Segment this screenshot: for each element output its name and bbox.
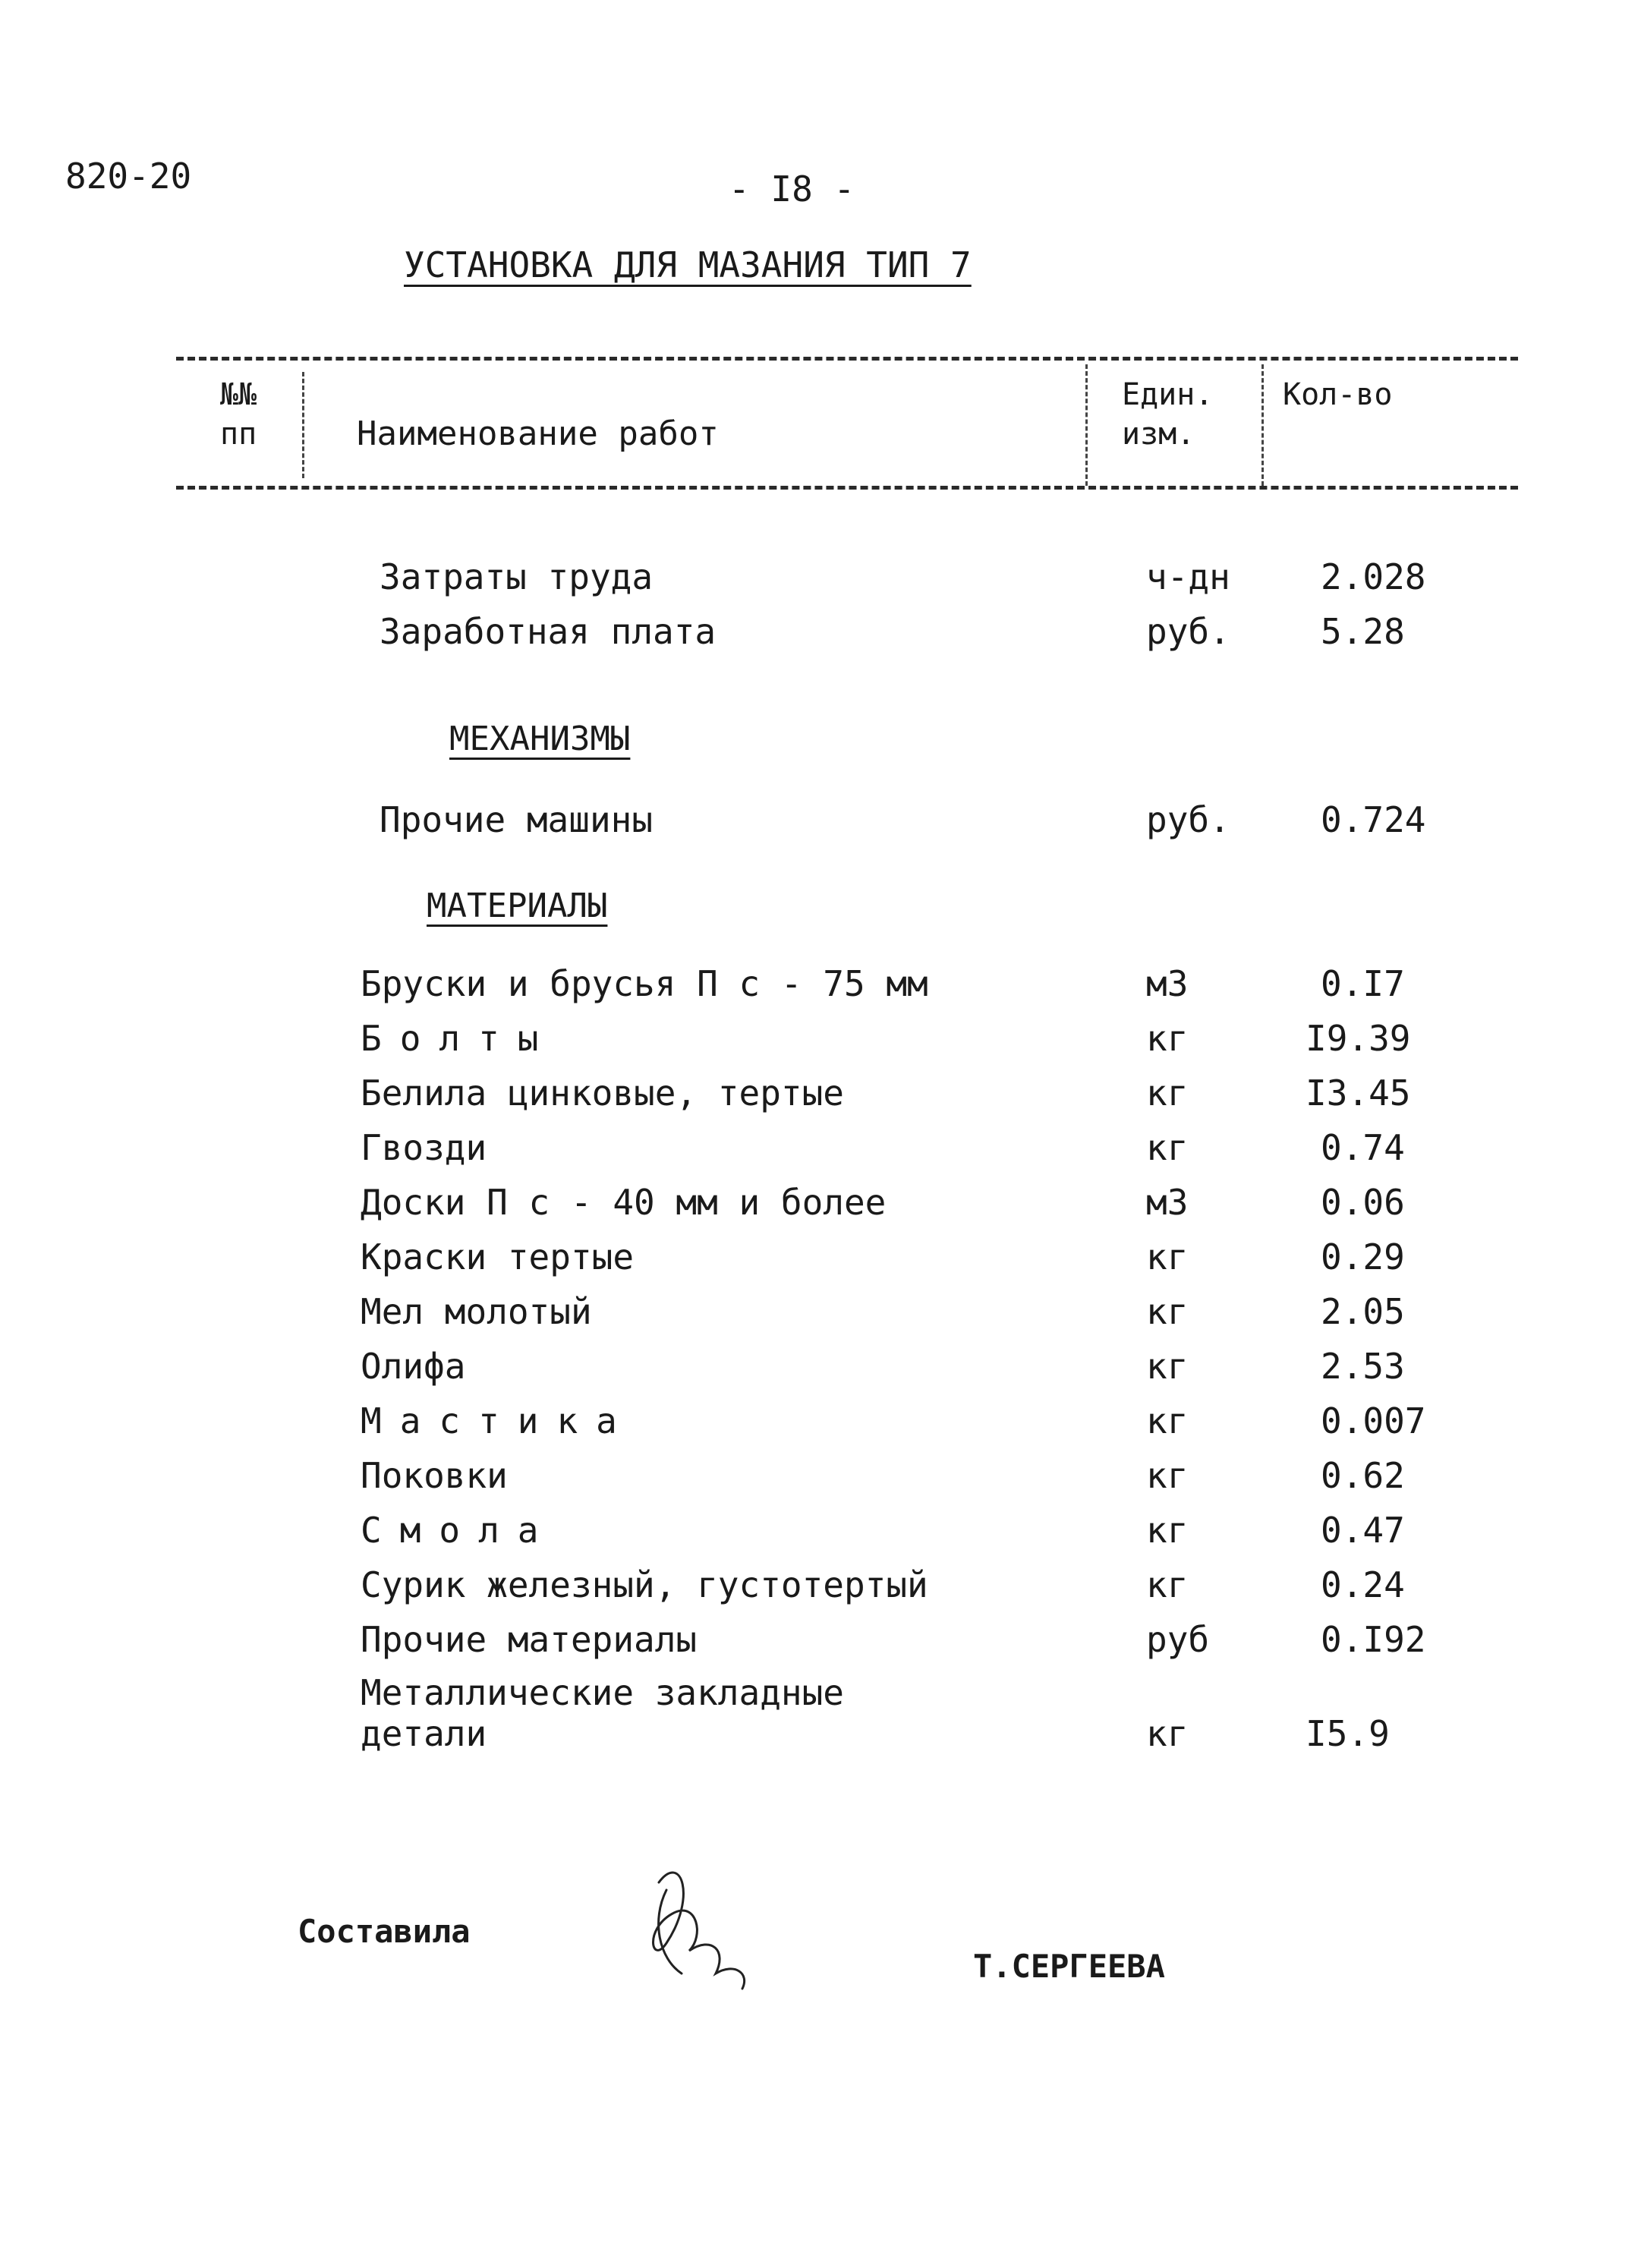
row-name: Поковки xyxy=(361,1455,508,1496)
header-top-rule xyxy=(176,357,1518,361)
handwritten-signature xyxy=(628,1860,765,1996)
row-unit: руб. xyxy=(1146,611,1230,652)
row-name: Смола xyxy=(361,1510,557,1551)
row-quantity: I9.39 xyxy=(1306,1018,1411,1059)
table-row xyxy=(361,1453,1518,1498)
row-unit: кг xyxy=(1146,1400,1189,1441)
row-unit: кг xyxy=(1146,1713,1189,1754)
row-quantity: 0.62 xyxy=(1321,1455,1405,1496)
column-header-name: Наименование работ xyxy=(357,414,719,453)
row-name: Краски тертые xyxy=(361,1236,635,1277)
row-unit: руб. xyxy=(1146,799,1230,840)
row-name: Болты xyxy=(361,1018,557,1059)
row-quantity: 0.I7 xyxy=(1321,963,1405,1004)
table-row xyxy=(361,1125,1518,1170)
row-unit: м3 xyxy=(1146,1182,1189,1223)
row-quantity: 0.29 xyxy=(1321,1236,1405,1277)
row-unit: кг xyxy=(1146,1073,1189,1114)
row-quantity: 0.007 xyxy=(1321,1400,1426,1441)
column-header-unit-line-2: изм. xyxy=(1122,417,1195,452)
row-quantity: 2.05 xyxy=(1321,1291,1405,1332)
section-heading-mechanisms: МЕХАНИЗМЫ xyxy=(449,720,631,758)
column-header-unit-line-1: Един. xyxy=(1122,377,1214,412)
table-row xyxy=(380,797,1518,843)
row-quantity: 2.028 xyxy=(1321,556,1426,597)
row-quantity: 0.47 xyxy=(1321,1510,1405,1551)
row-unit: кг xyxy=(1146,1346,1189,1387)
column-header-number-line-1: №№ xyxy=(220,377,257,412)
column-header-number xyxy=(220,375,257,454)
column-header-unit xyxy=(1122,375,1213,454)
table-row xyxy=(361,1180,1518,1225)
table-row xyxy=(361,1070,1518,1116)
row-quantity: I3.45 xyxy=(1306,1073,1411,1114)
signer-name: Т.СЕРГЕЕВА xyxy=(973,1948,1165,1985)
row-name: Заработная плата xyxy=(380,611,717,652)
table-row xyxy=(361,1016,1518,1061)
compiled-by-label: Составила xyxy=(298,1913,471,1950)
column-header-number-line-2: пп xyxy=(220,417,257,452)
section-heading-materials: МАТЕРИАЛЫ xyxy=(427,887,608,925)
row-name: Затраты труда xyxy=(380,556,654,597)
row-unit: кг xyxy=(1146,1236,1189,1277)
row-name: Доски П с - 40 мм и более xyxy=(361,1182,887,1223)
table-row xyxy=(380,609,1518,654)
row-unit: кг xyxy=(1146,1564,1189,1605)
table-row xyxy=(361,961,1518,1006)
header-bottom-rule xyxy=(176,486,1518,490)
table-row xyxy=(361,1398,1518,1444)
row-quantity: 0.74 xyxy=(1321,1127,1405,1168)
row-name: Сурик железный, густотертый xyxy=(361,1564,928,1605)
row-name: Прочие машины xyxy=(380,799,654,840)
table-row xyxy=(361,1234,1518,1280)
row-name: Бруски и брусья П с - 75 мм xyxy=(361,963,928,1004)
row-unit: руб xyxy=(1146,1619,1210,1660)
row-unit: ч-дн xyxy=(1146,556,1230,597)
table-row xyxy=(361,1289,1518,1334)
row-unit: кг xyxy=(1146,1455,1189,1496)
table-row xyxy=(361,1507,1518,1553)
row-name: Мастика xyxy=(361,1400,635,1441)
column-header-quantity: Кол-во xyxy=(1283,377,1393,412)
row-quantity: 0.24 xyxy=(1321,1564,1405,1605)
header-divider-1 xyxy=(302,372,304,478)
page-number: - I8 - xyxy=(729,169,855,209)
page-title: УСТАНОВКА ДЛЯ МАЗАНИЯ ТИП 7 xyxy=(404,244,972,285)
table-row xyxy=(361,1670,1518,1761)
row-unit: кг xyxy=(1146,1510,1189,1551)
table-row xyxy=(361,1562,1518,1608)
table-row xyxy=(380,554,1518,600)
document-code: 820-20 xyxy=(65,156,192,197)
row-name: Гвозди xyxy=(361,1127,487,1168)
row-name-line-1: Металлические закладные xyxy=(361,1672,844,1713)
row-unit: м3 xyxy=(1146,963,1189,1004)
row-quantity: 0.06 xyxy=(1321,1182,1405,1223)
table-row xyxy=(361,1617,1518,1662)
row-name: Мел молотый xyxy=(361,1291,592,1332)
row-name-line-2: детали xyxy=(361,1713,487,1754)
row-unit: кг xyxy=(1146,1127,1189,1168)
row-unit: кг xyxy=(1146,1018,1189,1059)
row-quantity: 0.724 xyxy=(1321,799,1426,840)
table-row xyxy=(361,1343,1518,1389)
row-quantity: I5.9 xyxy=(1306,1713,1390,1754)
row-unit: кг xyxy=(1146,1291,1189,1332)
row-quantity: 2.53 xyxy=(1321,1346,1405,1387)
row-name: Прочие материалы xyxy=(361,1619,698,1660)
row-name: Белила цинковые, тертые xyxy=(361,1073,844,1114)
header-divider-3 xyxy=(1261,364,1264,486)
row-quantity: 5.28 xyxy=(1321,611,1405,652)
header-divider-2 xyxy=(1085,364,1088,486)
row-quantity: 0.I92 xyxy=(1321,1619,1426,1660)
row-name: Олифа xyxy=(361,1346,466,1387)
